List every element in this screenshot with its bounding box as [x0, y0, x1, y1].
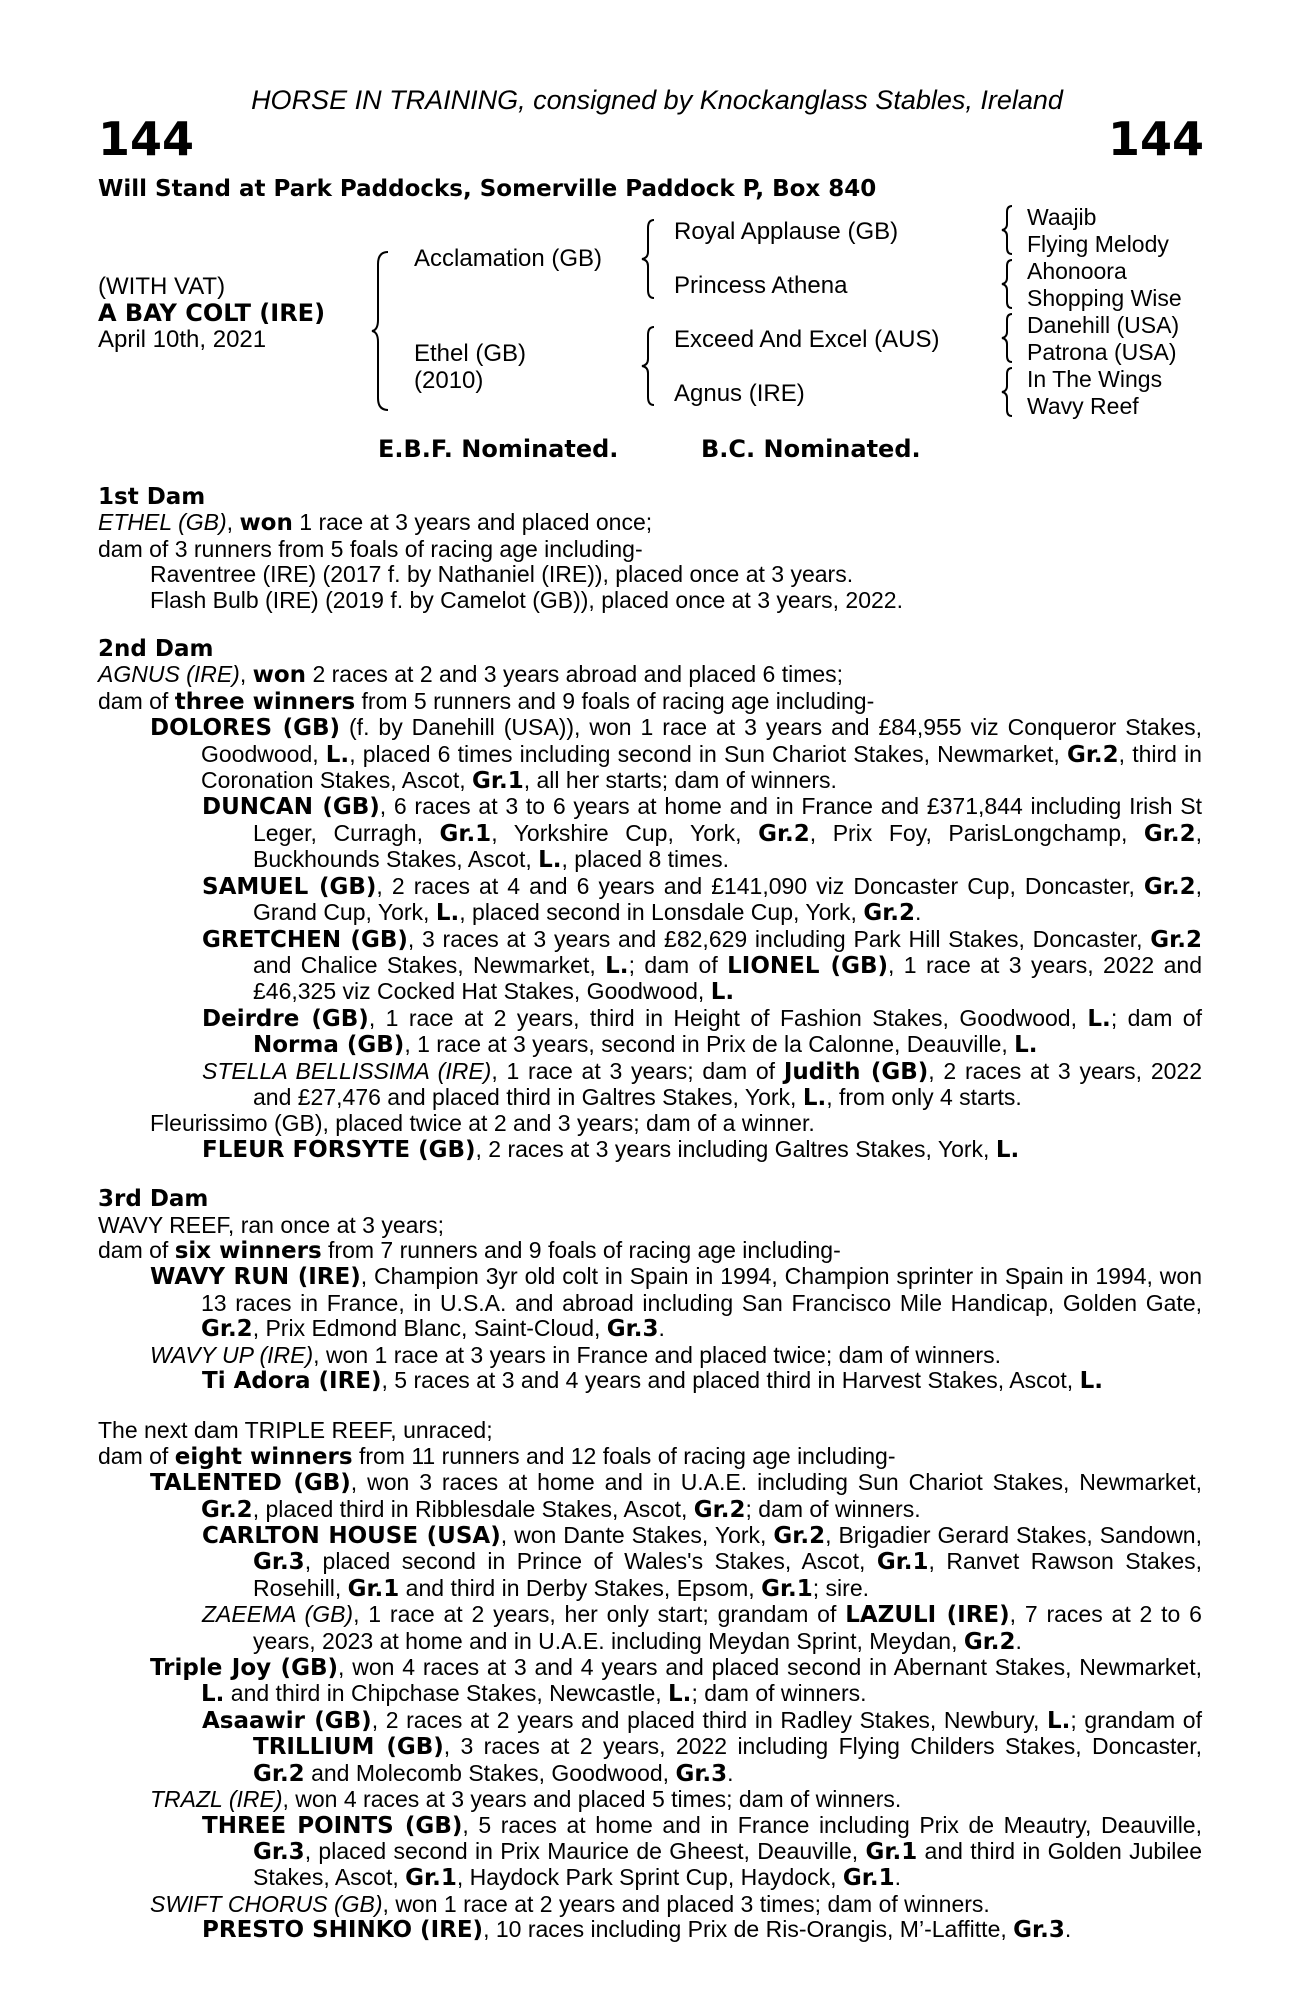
progeny-entry: WAVY RUN (IRE), Champion 3yr old colt in Spain in 1994, Champion sprinter in Spain in 1994, won 13 races in France, in U.S.A. and abroad including San Francisco Mile Handicap, Golden Gate, Gr.2, Prix Edmond Blanc, Saint-Cloud, Gr.3. — [150, 1263, 1203, 1343]
dam-dam: Agnus (IRE) — [674, 380, 805, 407]
progeny-entry: Flash Bulb (IRE) (2019 f. by Camelot (GB)), placed once at 3 years, 2022. — [150, 586, 903, 613]
consignor-line: HORSE IN TRAINING, consigned by Knockanglass Stables, Ireland — [251, 85, 1063, 115]
second-dam-section — [98, 637, 1202, 1163]
progeny-entry: ZAEEMA (GB), 1 race at 2 years, her only start; grandam of LAZULI (IRE), 7 races at 2 to 6 years, 2023 at home and in U.A.E. including Meydan Sprint, Meydan, Gr.2. — [202, 1601, 1202, 1655]
horse-name: ZAEEMA (GB) — [202, 1601, 354, 1628]
sire-name: Acclamation (GB) — [414, 245, 603, 272]
dam-record: The next dam TRIPLE REEF, unraced; — [98, 1417, 493, 1444]
ancestor: Shopping Wise — [1027, 285, 1182, 311]
ancestor: Waajib — [1027, 204, 1097, 230]
progeny-entry: Ti Adora (IRE), 5 races at 3 and 4 years and placed third in Harvest Stakes, Ascot, L. — [202, 1367, 1103, 1394]
ancestor: Danehill (USA) — [1027, 312, 1180, 338]
horse-name: THREE POINTS (GB) — [202, 1812, 463, 1839]
stand-location: Will Stand at Park Paddocks, Somerville Paddock P, Box 840 — [98, 176, 877, 202]
pedigree-bracket — [640, 218, 658, 300]
pedigree-bracket — [1000, 204, 1016, 256]
progeny-entry: Asaawir (GB), 2 races at 2 years and placed third in Radley Stakes, Newbury, L.; grandam of TRILLIUM (GB), 3 races at 2 years, 2022 including Flying Childers Stakes, Doncaster, Gr.2 and Molecomb Stakes, Goodwood, Gr.3. — [202, 1706, 1202, 1787]
catalogue-body — [98, 485, 1202, 1944]
horse-name: ETHEL (GB) — [98, 509, 227, 536]
horse-name: PRESTO SHINKO (IRE) — [202, 1917, 484, 1944]
progeny-entry: Triple Joy (GB), won 4 races at 3 and 4 years and placed second in Abernant Stakes, Newmarket, L. and third in Chipchase Stakes, Newcastle, L.; dam of winners. — [150, 1654, 1202, 1708]
progeny-entry: Deirdre (GB), 1 race at 2 years, third in Height of Fashion Stakes, Goodwood, L.; dam of Norma (GB), 1 race at 3 years, second in Prix de la Calonne, Deauville, L. — [202, 1004, 1202, 1059]
ancestor: Wavy Reef — [1027, 393, 1139, 419]
section-heading: 2nd Dam — [98, 636, 214, 663]
horse-name: Ti Adora (IRE) — [202, 1368, 382, 1394]
horse-name: CARLTON HOUSE (USA) — [202, 1523, 501, 1550]
dam-record: AGNUS (IRE), won 2 races at 2 and 3 years abroad and placed 6 times; — [98, 661, 844, 689]
dam-record: ETHEL (GB), won 1 race at 3 years and placed once; — [98, 509, 653, 537]
progeny-entry: TRAZL (IRE), won 4 races at 3 years and placed 5 times; dam of winners. — [150, 1786, 902, 1813]
horse-name: WAVY UP (IRE) — [150, 1341, 314, 1368]
horse-name: DOLORES (GB) — [150, 715, 341, 742]
section-heading: 3rd Dam — [98, 1186, 209, 1213]
next-dam-section — [98, 1418, 1202, 1943]
pedigree-bracket — [370, 250, 392, 412]
progeny-entry: DOLORES (GB) (f. by Danehill (USA)), won 1 race at 3 years and £84,955 viz Conqueror Stakes, Goodwood, L., placed 6 times including second in Sun Chariot Stakes, Newmarket, Gr.2, third in Coronation Stakes, Ascot, Gr.1, all her starts; dam of winners. — [150, 714, 1202, 795]
pedigree-bracket — [1000, 312, 1016, 364]
produce-summary: dam of six winners from 7 runners and 9 foals of racing age including- — [98, 1236, 841, 1264]
pedigree-bracket — [1000, 366, 1016, 418]
horse-name: Asaawir (GB) — [202, 1707, 372, 1734]
progeny-entry: FLEUR FORSYTE (GB), 2 races at 3 years including Galtres Stakes, York, L. — [202, 1135, 1020, 1163]
horse-name: SAMUEL (GB) — [202, 873, 377, 900]
horse-name: TALENTED (GB) — [150, 1470, 351, 1497]
progeny-entry: STELLA BELLISSIMA (IRE), 1 race at 3 years; dam of Judith (GB), 2 races at 3 years, 2022 and £27,476 and placed third in Galtres Stakes, York, L., from only 4 starts. — [202, 1057, 1202, 1111]
dam-sire: Exceed And Excel (AUS) — [674, 326, 940, 353]
third-dam-section — [98, 1187, 1202, 1394]
horse-name: TRAZL (IRE) — [150, 1786, 283, 1813]
progeny-entry: PRESTO SHINKO (IRE), 10 races including Prix de Ris-Orangis, M’-Laffitte, Gr.3. — [202, 1916, 1072, 1944]
horse-name: WAVY RUN (IRE) — [150, 1264, 361, 1291]
lot-number-right: 144 — [1107, 112, 1204, 166]
horse-name: GRETCHEN (GB) — [202, 926, 408, 953]
produce-summary: dam of 3 runners from 5 foals of racing age including- — [98, 535, 643, 562]
progeny-entry: SWIFT CHORUS (GB), won 1 race at 2 years and placed 3 times; dam of winners. — [150, 1890, 990, 1917]
horse-name: DUNCAN (GB) — [202, 794, 380, 821]
ancestor: Flying Melody — [1027, 231, 1169, 257]
ancestor: Ahonoora — [1027, 258, 1127, 284]
sire-sire: Royal Applause (GB) — [674, 218, 899, 245]
section-heading: 1st Dam — [98, 484, 206, 510]
horse-name: AGNUS (IRE) — [98, 661, 240, 688]
progeny-entry: CARLTON HOUSE (USA), won Dante Stakes, York, Gr.2, Brigadier Gerard Stakes, Sandown, Gr.3, placed second in Prince of Wales's Stakes, Ascot, Gr.1, Ranvet Rawson Stakes, Rosehill, Gr.1 and third in Derby Stakes, Epsom, Gr.1; sire. — [202, 1522, 1203, 1602]
progeny-entry: WAVY UP (IRE), won 1 race at 3 years in France and placed twice; dam of winners. — [150, 1341, 1001, 1368]
produce-summary: dam of three winners from 5 runners and 9 foals of racing age including- — [98, 687, 875, 715]
produce-summary: dam of eight winners from 11 runners and 12 foals of racing age including- — [98, 1442, 896, 1470]
horse-name: STELLA BELLISSIMA (IRE) — [202, 1057, 492, 1084]
horse-name: Deirdre (GB) — [202, 1005, 369, 1032]
progeny-entry: THREE POINTS (GB), 5 races at home and in France including Prix de Meautry, Deauville, Gr.3, placed second in Prix Maurice de Gheest, Deauville, Gr.1 and third in Golden Jubilee Stakes, Ascot, Gr.1, Haydock Park Sprint Cup, Haydock, Gr.1. — [202, 1811, 1202, 1892]
lot-name: A BAY COLT (IRE) — [98, 299, 326, 327]
first-dam-section — [98, 485, 1202, 613]
progeny-entry: Raventree (IRE) (2017 f. by Nathaniel (IRE)), placed once at 3 years. — [150, 561, 854, 588]
progeny-entry: DUNCAN (GB), 6 races at 3 to 6 years at home and in France and £371,844 including Irish St Leger, Curragh, Gr.1, Yorkshire Cup, York, Gr.2, Prix Foy, ParisLongchamp, Gr.2, Buckhounds Stakes, Ascot, L., placed 8 times. — [202, 793, 1202, 874]
progeny-entry: Fleurissimo (GB), placed twice at 2 and 3 years; dam of a winner. — [150, 1110, 815, 1137]
lot-number-left: 144 — [98, 112, 195, 166]
sire-dam: Princess Athena — [674, 272, 848, 299]
dam-foaled-year: (2010) — [414, 367, 484, 394]
ancestor: Patrona (USA) — [1027, 339, 1177, 365]
ebf-nomination: E.B.F. Nominated. — [378, 435, 619, 463]
pedigree-bracket — [640, 325, 658, 407]
progeny-entry: TALENTED (GB), won 3 races at home and in U.A.E. including Sun Chariot Stakes, Newmarket, Gr.2, placed third in Ribblesdale Stakes, Ascot, Gr.2; dam of winners. — [150, 1469, 1202, 1523]
foaling-date: April 10th, 2021 — [98, 326, 267, 353]
ancestor: In The Wings — [1027, 366, 1163, 392]
pedigree-bracket — [1000, 258, 1016, 310]
horse-name: SWIFT CHORUS (GB) — [150, 1890, 383, 1917]
progeny-entry: SAMUEL (GB), 2 races at 4 and 6 years and £141,090 viz Doncaster Cup, Doncaster, Gr.2, Grand Cup, York, L., placed second in Lonsdale Cup, York, Gr.2. — [202, 872, 1202, 927]
dam-record: WAVY REEF, ran once at 3 years; — [98, 1211, 444, 1238]
progeny-entry: GRETCHEN (GB), 3 races at 3 years and £82,629 including Park Hill Stakes, Doncaster, Gr.2 and Chalice Stakes, Newmarket, L.; dam of LIONEL (GB), 1 race at 3 years, 2022 and £46,325 viz Cocked Hat Stakes, Goodwood, L. — [202, 925, 1202, 1006]
bc-nomination: B.C. Nominated. — [701, 435, 921, 463]
vat-note: (WITH VAT) — [98, 273, 226, 300]
horse-name: FLEUR FORSYTE (GB) — [202, 1136, 476, 1163]
horse-name: Triple Joy (GB) — [150, 1655, 338, 1682]
dam-name: Ethel (GB) — [414, 340, 527, 367]
